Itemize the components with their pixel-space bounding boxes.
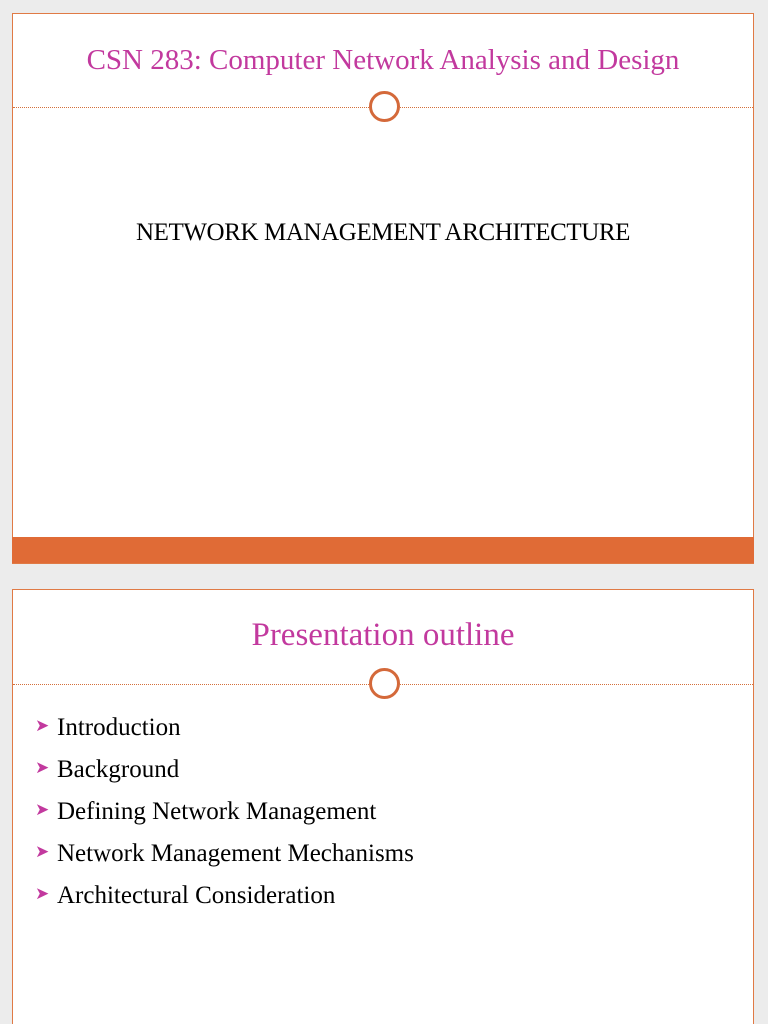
arrowhead-icon: ➤: [35, 800, 50, 819]
list-item-label: Architectural Consideration: [57, 882, 336, 909]
list-item-label: Defining Network Management: [57, 798, 377, 825]
outline-list: [33, 707, 414, 917]
arrowhead-icon: ➤: [35, 758, 50, 777]
list-item: [33, 875, 414, 917]
outline-title: Presentation outline: [251, 617, 515, 653]
list-item: [33, 749, 414, 791]
list-item-label: Network Management Mechanisms: [57, 840, 414, 867]
arrowhead-icon: ➤: [35, 842, 50, 861]
slide-title: [12, 13, 754, 564]
circle-ring-icon: [369, 668, 400, 699]
list-item: [33, 707, 414, 749]
slide-outline: [12, 589, 754, 1024]
list-item-label: Introduction: [57, 714, 181, 741]
list-item: [33, 791, 414, 833]
course-title: CSN 283: Computer Network Analysis and Design: [86, 44, 680, 76]
accent-bar: [12, 537, 754, 563]
list-item: [33, 833, 414, 875]
slide-subtitle: NETWORK MANAGEMENT ARCHITECTURE: [135, 219, 631, 246]
arrowhead-icon: ➤: [35, 716, 50, 735]
circle-ring-icon: [369, 91, 400, 122]
arrowhead-icon: ➤: [35, 884, 50, 903]
list-item-label: Background: [57, 756, 180, 783]
